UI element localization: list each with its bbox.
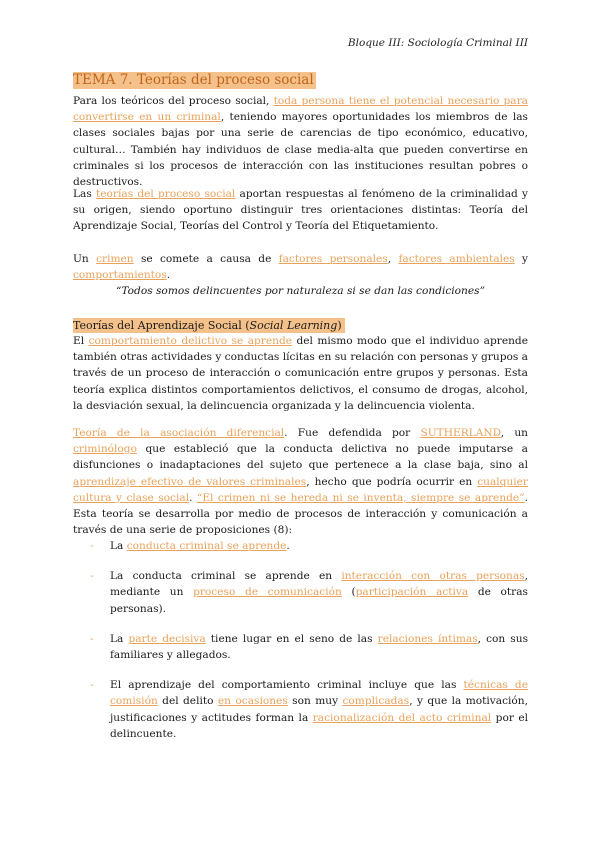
section-title: Teorías del Aprendizaje Social (Social Learning) <box>73 318 345 333</box>
highlight: factores personales <box>278 253 388 265</box>
highlight: SUTHERLAND <box>420 427 501 439</box>
highlight: cualquier cultura y clase social <box>73 475 528 504</box>
section-paragraph-1: El comportamiento delictivo se aprende del mismo modo que el individuo aprende también otras actividades y conductas lícitas en su relación con personas y grupos a través de un proceso de interacción o comunicación entre grupos y personas. Esta teoría explica distintos comportamientos delictivos, el consumo de drogas, alcohol, la desviación sexual, la delincuencia organizada y la delincuencia violenta. <box>73 335 528 412</box>
list-item: - La parte decisiva tiene lugar en el seno de las relaciones íntimas, con sus familiares y allegados. <box>90 632 529 662</box>
highlight: criminólogo <box>73 443 137 456</box>
propositions-list <box>73 538 528 742</box>
paragraph-2: Las teorías del proceso social aportan respuestas al fenómeno de la criminalidad y su origen, siendo oportuno distinguir tres orientaciones distintas: Teoría del Aprendizaje Social, Teorías del Control y Teoría del Etiquetamiento. <box>73 188 529 233</box>
highlight: comportamientos <box>73 269 167 282</box>
highlight: toda persona tiene el potencial necesario para convertirse en un criminal <box>73 95 528 124</box>
highlight: interacción con otras personas <box>341 570 525 583</box>
quote: “Todos somos delincuentes por naturaleza si se dan las condiciones” <box>116 285 485 297</box>
highlight: complicadas <box>342 695 410 708</box>
highlight: relaciones íntimas <box>377 632 478 645</box>
list-item: - La conducta criminal se aprende en interacción con otras personas, mediante un proceso de comunicación (participación activa de otras personas). <box>90 570 529 615</box>
intro-paragraph: Para los teóricos del proceso social, toda persona tiene el potencial necesario para convertirse en un criminal, teniendo mayores oportunidades los miembros de las clases sociales bajas por una serie de carencias de tipo económico, educativo, cultural… También hay individuos de clase media-alta que pueden convertirse en criminales si los procesos de interacción con las instituciones resultan pobres o destructivos. <box>73 95 528 189</box>
highlight: teorías del proceso social <box>96 188 236 200</box>
highlight: proceso de comunicación <box>193 586 342 599</box>
highlight: racionalización del acto criminal <box>312 711 492 724</box>
highlight: conducta criminal se aprende <box>126 540 287 552</box>
highlight: participación activa <box>355 586 469 599</box>
running-header: Bloque III: Sociología Criminal III <box>347 37 528 49</box>
highlight: parte decisiva <box>128 632 206 645</box>
highlight: Teoría de la asociación diferencial <box>73 427 285 439</box>
highlight: factores ambientales <box>398 253 515 265</box>
list-item: - La conducta criminal se aprende. <box>90 540 290 552</box>
section-aprendizaje-social <box>73 314 528 414</box>
section-paragraph-2: Teoría de la asociación diferencial. Fue defendida por SUTHERLAND, un criminólogo que estableció que la conducta delictiva no puede imputarse a disfunciones o inadaptaciones del sujeto que pertenece a la clase baja, sino al aprendizaje efectivo de valores criminales, hecho que podría ocurrir en cualquier cultura y clase social. “El crimen ni se hereda ni se inventa, siempre se aprende”. Esta teoría se desarrolla por medio de procesos de interacción y comunicación a través de una serie de proposiciones (8): <box>73 427 528 537</box>
highlight: crimen <box>96 253 134 265</box>
list-item: - El aprendizaje del comportamiento criminal incluye que las técnicas de comisión del delito en ocasiones son muy complicadas, y que la motivación, justificaciones y actitudes forman la racionalización del acto criminal por el delincuente. <box>90 679 529 740</box>
highlight: en ocasiones <box>217 695 288 708</box>
highlight: técnicas de comisión <box>110 679 528 708</box>
highlight: comportamiento delictivo se aprende <box>88 335 292 347</box>
highlight: “El crimen ni se hereda ni se inventa, siempre se aprende” <box>196 491 525 504</box>
paragraph-3: Un crimen se comete a causa de factores personales, factores ambientales y comportamientos. <box>73 253 528 282</box>
highlight: aprendizaje efectivo de valores criminales <box>73 475 307 488</box>
page-title: TEMA 7. Teorías del proceso social <box>73 72 314 88</box>
